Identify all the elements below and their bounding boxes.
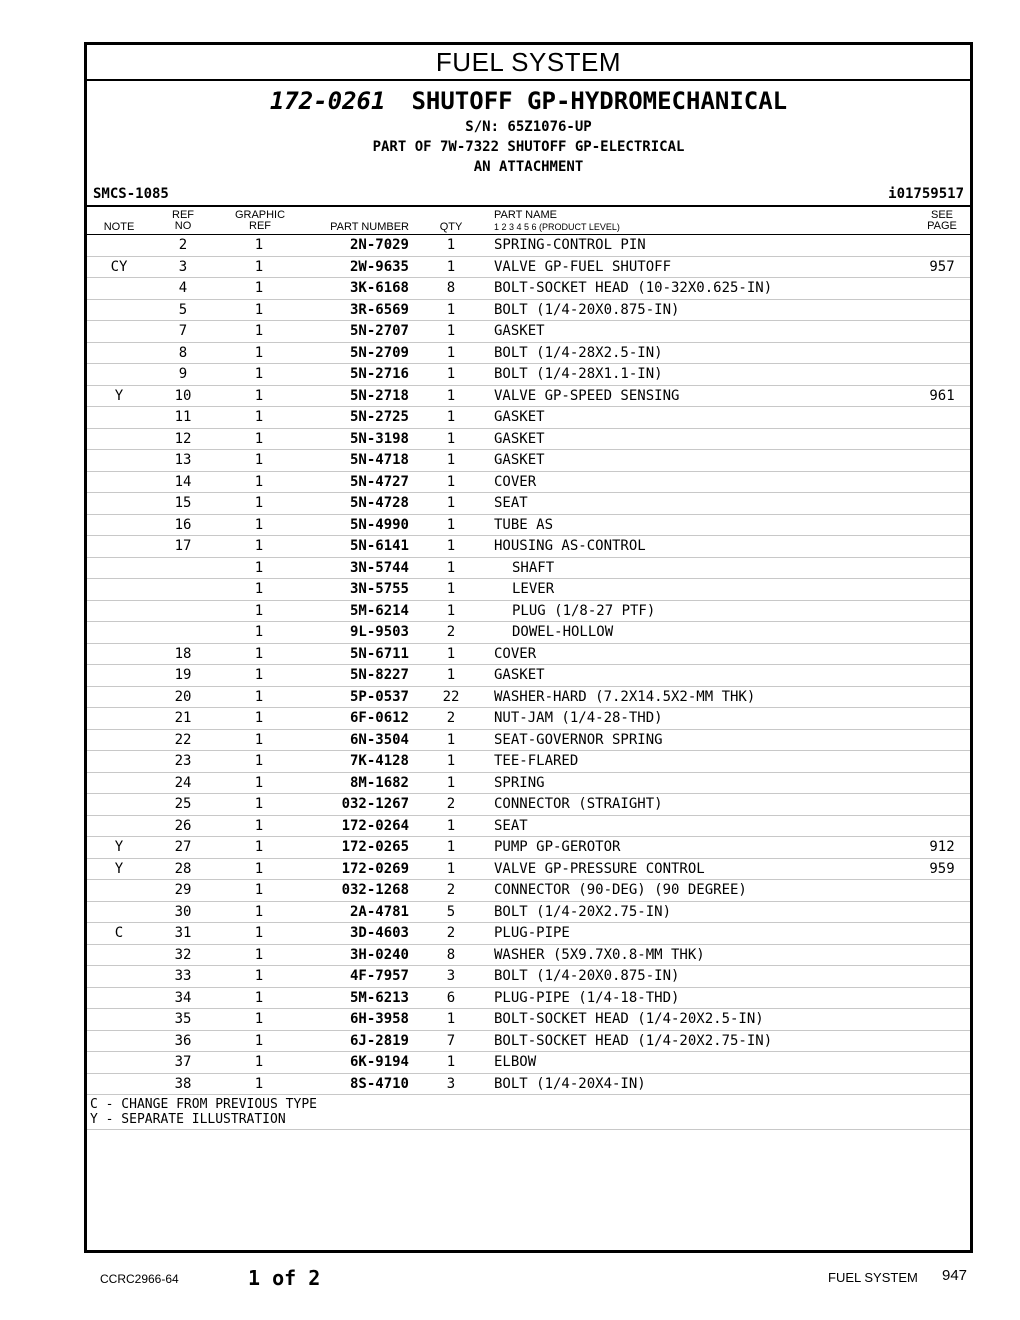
graphic-ref-cell: 1	[254, 946, 264, 963]
part-number-cell: 5N-4728	[349, 495, 409, 511]
table-row	[87, 686, 970, 708]
section-title: FUEL SYSTEM	[87, 45, 970, 81]
part-number-cell: 172-0265	[341, 839, 409, 855]
ref-no-cell: 19	[174, 667, 192, 683]
see-page-cell: 957	[929, 258, 955, 275]
qty-cell: 1	[446, 344, 456, 361]
legend-item: Y - SEPARATE ILLUSTRATION	[90, 1112, 286, 1127]
header-see-line1: SEE	[930, 209, 953, 221]
note-cell: Y	[114, 839, 124, 855]
part-name-cell: TUBE AS	[494, 516, 554, 533]
part-name-cell: BOLT (1/4-20X0.875-IN)	[494, 301, 680, 318]
table-row	[87, 471, 970, 493]
part-number-cell: 5N-2709	[349, 344, 409, 361]
table-row	[87, 836, 970, 858]
part-name-cell: VALVE GP-SPEED SENSING	[494, 387, 680, 404]
graphic-ref-cell: 1	[254, 366, 264, 382]
graphic-ref-cell: 1	[254, 559, 264, 576]
ref-no-cell: 24	[174, 774, 192, 791]
table-row	[87, 428, 970, 450]
qty-cell: 1	[446, 581, 456, 597]
part-name-cell: GASKET	[494, 452, 545, 468]
note-cell: CY	[110, 258, 128, 275]
part-name-cell: BOLT-SOCKET HEAD (1/4-20X2.75-IN)	[494, 1032, 773, 1049]
graphic-ref-cell: 1	[254, 968, 264, 984]
table-row	[87, 707, 970, 729]
part-number-cell: 5N-2716	[349, 366, 409, 382]
qty-cell: 1	[446, 258, 456, 275]
part-number-cell: 7K-4128	[349, 753, 409, 769]
qty-cell: 2	[446, 624, 456, 640]
part-name-cell: NUT-JAM (1/4-28-THD)	[494, 710, 663, 726]
ref-no-cell: 11	[174, 409, 192, 425]
table-row	[87, 1073, 970, 1095]
graphic-ref-cell: 1	[254, 387, 264, 404]
part-number-cell: 3H-0240	[349, 946, 409, 963]
graphic-ref-cell: 1	[254, 516, 264, 533]
ref-no-cell: 18	[174, 645, 192, 662]
table-row	[87, 234, 970, 256]
qty-cell: 1	[446, 387, 456, 404]
graphic-ref-cell: 1	[254, 323, 264, 339]
part-name-cell: BOLT (1/4-20X4-IN)	[494, 1075, 646, 1092]
group-part-number: 172-0261	[269, 87, 386, 115]
part-of-line: PART OF 7W-7322 SHUTOFF GP-ELECTRICAL	[372, 139, 685, 155]
table-row	[87, 1051, 970, 1073]
footer-page-number: 947	[942, 1267, 968, 1284]
header-ref-line1: REF	[172, 209, 194, 221]
graphic-ref-cell: 1	[254, 602, 264, 619]
ref-no-cell: 15	[174, 495, 192, 511]
header-rule	[87, 205, 970, 207]
graphic-ref-cell: 1	[254, 710, 264, 726]
smcs-code: SMCS-1085	[93, 186, 169, 202]
part-name-cell: BOLT (1/4-20X0.875-IN)	[494, 968, 680, 984]
ref-no-cell: 33	[174, 968, 192, 984]
table-row	[87, 557, 970, 579]
part-number-cell: 172-0264	[341, 817, 409, 834]
part-name-cell: GASKET	[494, 430, 545, 447]
table-row	[87, 492, 970, 514]
part-name-cell: GASKET	[494, 409, 545, 425]
part-name-cell: PLUG (1/8-27 PTF)	[512, 602, 656, 619]
part-number-cell: 5N-6141	[349, 538, 409, 554]
qty-cell: 1	[446, 731, 456, 748]
graphic-ref-cell: 1	[254, 796, 264, 812]
qty-cell: 1	[446, 237, 456, 253]
part-number-cell: 4F-7957	[349, 968, 409, 984]
qty-cell: 1	[446, 1011, 456, 1027]
part-number-cell: 5N-6711	[349, 645, 409, 662]
qty-cell: 1	[446, 473, 456, 490]
part-number-cell: 6J-2819	[349, 1032, 409, 1049]
see-page-cell: 959	[929, 860, 955, 877]
part-name-cell: HOUSING AS-CONTROL	[494, 538, 646, 554]
table-row	[87, 664, 970, 686]
note-cell: Y	[114, 387, 124, 404]
graphic-ref-cell: 1	[254, 280, 264, 296]
part-name-cell: SHAFT	[512, 559, 555, 576]
note-cell: Y	[114, 860, 124, 877]
table-row	[87, 750, 970, 772]
qty-cell: 1	[446, 301, 456, 318]
table-row	[87, 514, 970, 536]
graphic-ref-cell: 1	[254, 731, 264, 748]
table-row	[87, 922, 970, 944]
ref-no-cell: 21	[174, 710, 192, 726]
graphic-ref-cell: 1	[254, 817, 264, 834]
qty-cell: 1	[446, 430, 456, 447]
table-row	[87, 320, 970, 342]
part-number-cell: 5N-4727	[349, 473, 409, 490]
table-row	[87, 729, 970, 751]
qty-cell: 1	[446, 538, 456, 554]
part-name-cell: VALVE GP-PRESSURE CONTROL	[494, 860, 705, 877]
part-number-cell: 3N-5755	[349, 581, 409, 597]
ref-no-cell: 36	[174, 1032, 192, 1049]
qty-cell: 6	[446, 989, 456, 1006]
ref-no-cell: 35	[174, 1011, 192, 1027]
note-cell: C	[114, 925, 124, 941]
graphic-ref-cell: 1	[254, 1032, 264, 1049]
part-number-cell: 5P-0537	[349, 688, 409, 705]
part-number-cell: 3D-4603	[349, 925, 409, 941]
qty-cell: 3	[446, 968, 456, 984]
qty-cell: 5	[446, 903, 456, 920]
parts-table	[87, 234, 970, 1130]
graphic-ref-cell: 1	[254, 1075, 264, 1092]
graphic-ref-cell: 1	[254, 882, 264, 898]
graphic-ref-cell: 1	[254, 473, 264, 490]
attachment-line: AN ATTACHMENT	[473, 159, 584, 175]
table-row	[87, 535, 970, 557]
header-graphic-line1: GRAPHIC	[234, 209, 286, 221]
part-name-cell: CONNECTOR (90-DEG) (90 DEGREE)	[494, 882, 747, 898]
table-row	[87, 277, 970, 299]
qty-cell: 1	[446, 559, 456, 576]
table-row	[87, 1030, 970, 1052]
ref-no-cell: 34	[174, 989, 192, 1006]
table-row	[87, 1008, 970, 1030]
ref-no-cell: 31	[174, 925, 192, 941]
part-number-cell: 032-1268	[341, 882, 409, 898]
part-name-cell: BOLT-SOCKET HEAD (1/4-20X2.5-IN)	[494, 1011, 764, 1027]
table-row	[87, 256, 970, 278]
table-row	[87, 578, 970, 600]
graphic-ref-cell: 1	[254, 753, 264, 769]
notes-legend	[87, 1094, 970, 1130]
part-number-cell: 5N-4990	[349, 516, 409, 533]
part-name-cell: VALVE GP-FUEL SHUTOFF	[494, 258, 672, 275]
group-title	[87, 87, 970, 115]
graphic-ref-cell: 1	[254, 925, 264, 941]
table-row	[87, 879, 970, 901]
ref-no-cell: 37	[174, 1054, 192, 1070]
graphic-ref-cell: 1	[254, 624, 264, 640]
ref-no-cell: 5	[178, 301, 188, 318]
header-qty: QTY	[439, 221, 463, 233]
header-part-number: PART NUMBER	[330, 221, 409, 233]
graphic-ref-cell: 1	[254, 667, 264, 683]
part-number-cell: 6K-9194	[349, 1054, 409, 1070]
graphic-ref-cell: 1	[254, 688, 264, 705]
graphic-ref-cell: 1	[254, 860, 264, 877]
part-number-cell: 2N-7029	[349, 237, 409, 253]
table-row	[87, 621, 970, 643]
part-number-cell: 5N-3198	[349, 430, 409, 447]
table-row	[87, 901, 970, 923]
part-number-cell: 5N-4718	[349, 452, 409, 468]
graphic-ref-cell: 1	[254, 409, 264, 425]
qty-cell: 8	[446, 280, 456, 296]
graphic-ref-cell: 1	[254, 452, 264, 468]
table-row	[87, 449, 970, 471]
table-row	[87, 772, 970, 794]
ref-no-cell: 10	[174, 387, 192, 404]
part-name-cell: LEVER	[512, 581, 555, 597]
part-name-cell: CONNECTOR (STRAIGHT)	[494, 796, 663, 812]
part-name-cell: SEAT	[494, 495, 528, 511]
graphic-ref-cell: 1	[254, 495, 264, 511]
part-number-cell: 5N-8227	[349, 667, 409, 683]
part-name-cell: COVER	[494, 473, 537, 490]
see-page-cell: 961	[929, 387, 955, 404]
part-number-cell: 032-1267	[341, 796, 409, 812]
part-number-cell: 5N-2718	[349, 387, 409, 404]
header-graphic-line2: REF	[249, 220, 271, 232]
ref-no-cell: 12	[174, 430, 192, 447]
ref-no-cell: 2	[178, 237, 188, 253]
legend-item: C - CHANGE FROM PREVIOUS TYPE	[90, 1097, 317, 1112]
ref-no-cell: 26	[174, 817, 192, 834]
part-number-cell: 5N-2725	[349, 409, 409, 425]
part-number-cell: 6N-3504	[349, 731, 409, 748]
ref-no-cell: 30	[174, 903, 192, 920]
group-name: SHUTOFF GP-HYDROMECHANICAL	[411, 87, 788, 115]
part-name-cell: TEE-FLARED	[494, 753, 579, 769]
ref-no-cell: 9	[178, 366, 188, 382]
table-row	[87, 858, 970, 880]
ref-no-cell: 27	[174, 839, 192, 855]
ref-no-cell: 38	[174, 1075, 192, 1092]
part-name-cell: WASHER (5X9.7X0.8-MM THK)	[494, 946, 705, 963]
graphic-ref-cell: 1	[254, 430, 264, 447]
table-row	[87, 600, 970, 622]
part-name-cell: SEAT-GOVERNOR SPRING	[494, 731, 663, 748]
table-row	[87, 363, 970, 385]
part-number-cell: 9L-9503	[349, 624, 409, 640]
part-number-cell: 2A-4781	[349, 903, 409, 920]
part-name-cell: GASKET	[494, 667, 545, 683]
part-number-cell: 8S-4710	[349, 1075, 409, 1092]
header-product-levels: 1 2 3 4 5 6 (PRODUCT LEVEL)	[494, 222, 620, 232]
graphic-ref-cell: 1	[254, 301, 264, 318]
qty-cell: 1	[446, 753, 456, 769]
ref-no-cell: 22	[174, 731, 192, 748]
qty-cell: 1	[446, 667, 456, 683]
ref-no-cell: 3	[178, 258, 188, 275]
header-part-name: PART NAME	[494, 209, 557, 221]
ref-no-cell: 16	[174, 516, 192, 533]
qty-cell: 2	[446, 925, 456, 941]
qty-cell: 1	[446, 516, 456, 533]
part-number-cell: 5M-6214	[349, 602, 409, 619]
table-row	[87, 815, 970, 837]
part-name-cell: PLUG-PIPE (1/4-18-THD)	[494, 989, 680, 1006]
graphic-ref-cell: 1	[254, 344, 264, 361]
qty-cell: 2	[446, 710, 456, 726]
graphic-ref-cell: 1	[254, 237, 264, 253]
ref-no-cell: 23	[174, 753, 192, 769]
graphic-ref-cell: 1	[254, 839, 264, 855]
part-name-cell: SPRING-CONTROL PIN	[494, 237, 646, 253]
graphic-ref-cell: 1	[254, 1054, 264, 1070]
qty-cell: 1	[446, 645, 456, 662]
illustration-id: i01759517	[888, 186, 964, 202]
qty-cell: 1	[446, 495, 456, 511]
part-number-cell: 6F-0612	[349, 710, 409, 726]
ref-no-cell: 20	[174, 688, 192, 705]
part-number-cell: 2W-9635	[349, 258, 409, 275]
qty-cell: 1	[446, 366, 456, 382]
qty-cell: 1	[446, 452, 456, 468]
part-name-cell: SEAT	[494, 817, 528, 834]
part-name-cell: BOLT (1/4-20X2.75-IN)	[494, 903, 672, 920]
ref-no-cell: 32	[174, 946, 192, 963]
part-name-cell: BOLT (1/4-28X2.5-IN)	[494, 344, 663, 361]
part-number-cell: 6H-3958	[349, 1011, 409, 1027]
qty-cell: 1	[446, 860, 456, 877]
part-number-cell: 3R-6569	[349, 301, 409, 318]
qty-cell: 1	[446, 323, 456, 339]
graphic-ref-cell: 1	[254, 538, 264, 554]
footer-section: FUEL SYSTEM	[828, 1270, 918, 1285]
ref-no-cell: 25	[174, 796, 192, 812]
serial-number: S/N: 65Z1076-UP	[465, 119, 592, 135]
table-row	[87, 944, 970, 966]
table-row	[87, 987, 970, 1009]
part-number-cell: 3N-5744	[349, 559, 409, 576]
part-name-cell: PUMP GP-GEROTOR	[494, 839, 621, 855]
ref-no-cell: 8	[178, 344, 188, 361]
part-number-cell: 3K-6168	[349, 280, 409, 296]
ref-no-cell: 14	[174, 473, 192, 490]
graphic-ref-cell: 1	[254, 645, 264, 662]
part-name-cell: GASKET	[494, 323, 545, 339]
see-page-cell: 912	[929, 839, 955, 855]
header-graphic-ref	[227, 210, 293, 232]
header-note: NOTE	[103, 221, 135, 233]
graphic-ref-cell: 1	[254, 581, 264, 597]
footer-page-of: 1 of 2	[248, 1266, 321, 1290]
ref-no-cell: 13	[174, 452, 192, 468]
header-ref-line2: NO	[174, 220, 192, 232]
ref-no-cell: 4	[178, 280, 188, 296]
qty-cell: 1	[446, 1054, 456, 1070]
graphic-ref-cell: 1	[254, 1011, 264, 1027]
graphic-ref-cell: 1	[254, 989, 264, 1006]
graphic-ref-cell: 1	[254, 903, 264, 920]
part-number-cell: 172-0269	[341, 860, 409, 877]
ref-no-cell: 28	[174, 860, 192, 877]
qty-cell: 1	[446, 839, 456, 855]
table-row	[87, 299, 970, 321]
header-see-page	[919, 210, 965, 232]
qty-cell: 1	[446, 817, 456, 834]
page-frame	[84, 42, 973, 1253]
footer-code: CCRC2966-64	[100, 1272, 179, 1286]
ref-no-cell: 29	[174, 882, 192, 898]
graphic-ref-cell: 1	[254, 774, 264, 791]
part-number-cell: 5N-2707	[349, 323, 409, 339]
part-name-cell: ELBOW	[494, 1054, 537, 1070]
table-row	[87, 793, 970, 815]
qty-cell: 1	[446, 774, 456, 791]
part-name-cell: BOLT (1/4-28X1.1-IN)	[494, 366, 663, 382]
part-name-cell: COVER	[494, 645, 537, 662]
table-row	[87, 342, 970, 364]
table-row	[87, 643, 970, 665]
header-ref-no	[165, 210, 201, 232]
qty-cell: 1	[446, 602, 456, 619]
qty-cell: 8	[446, 946, 456, 963]
qty-cell: 7	[446, 1032, 456, 1049]
table-row	[87, 965, 970, 987]
ref-no-cell: 17	[174, 538, 192, 554]
qty-cell: 2	[446, 796, 456, 812]
part-name-cell: DOWEL-HOLLOW	[512, 624, 614, 640]
part-name-cell: PLUG-PIPE	[494, 925, 570, 941]
qty-cell: 22	[442, 688, 460, 705]
qty-cell: 2	[446, 882, 456, 898]
ref-no-cell: 7	[178, 323, 188, 339]
table-row	[87, 406, 970, 428]
part-name-cell: BOLT-SOCKET HEAD (10-32X0.625-IN)	[494, 280, 773, 296]
table-row	[87, 385, 970, 407]
part-number-cell: 5M-6213	[349, 989, 409, 1006]
part-name-cell: WASHER-HARD (7.2X14.5X2-MM THK)	[494, 688, 756, 705]
part-number-cell: 8M-1682	[349, 774, 409, 791]
graphic-ref-cell: 1	[254, 258, 264, 275]
qty-cell: 3	[446, 1075, 456, 1092]
qty-cell: 1	[446, 409, 456, 425]
part-name-cell: SPRING	[494, 774, 545, 791]
header-see-line2: PAGE	[927, 220, 957, 232]
